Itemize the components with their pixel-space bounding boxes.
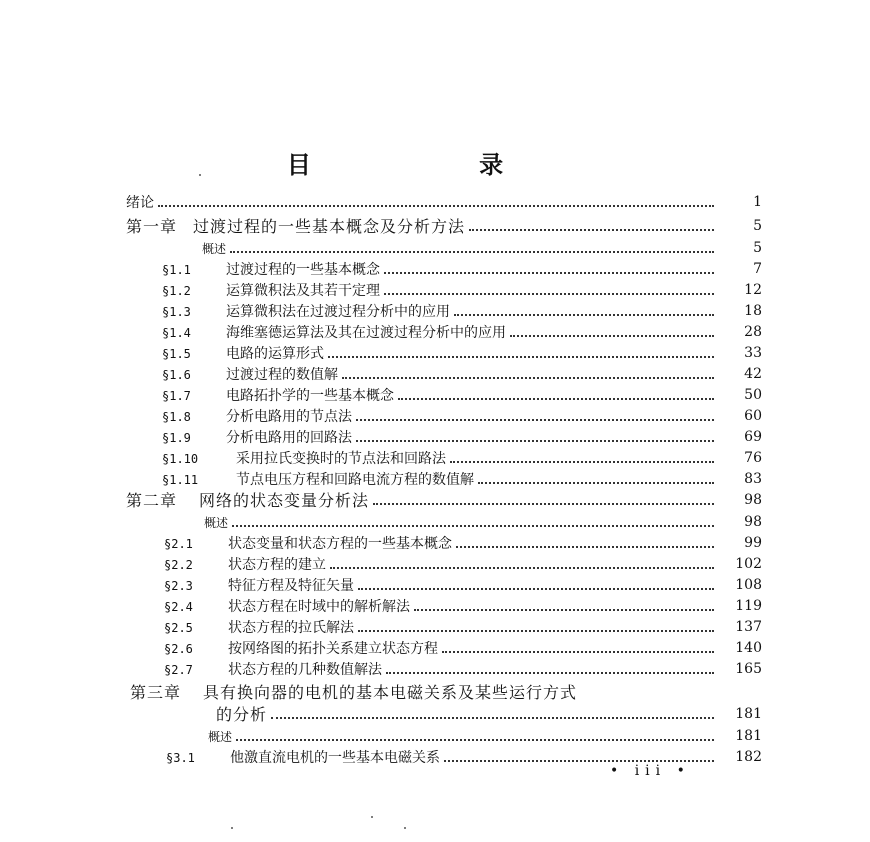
- section-number: §1.7: [162, 389, 191, 403]
- section-title: 过渡过程的一些基本概念: [226, 262, 380, 278]
- section-title: 分析电路用的回路法: [226, 430, 352, 446]
- section-number: §2.6: [164, 642, 193, 656]
- chapter-number: 第二章: [126, 491, 178, 510]
- toc-page-number: 1: [753, 194, 762, 210]
- section-title: 特征方程及特征矢量: [228, 578, 354, 594]
- section-number: §1.1: [162, 263, 191, 277]
- section-number: §1.2: [162, 284, 191, 298]
- toc-page-number: 7: [753, 261, 762, 277]
- page-title: 目 录: [286, 150, 584, 179]
- toc-page-number: 50: [744, 387, 762, 403]
- section-number: §1.11: [162, 473, 199, 487]
- section-number: §1.3: [162, 305, 191, 319]
- toc-page-number: 140: [735, 640, 762, 656]
- section-number: §2.2: [164, 558, 193, 572]
- section-number: §1.5: [162, 347, 191, 361]
- toc-page-number: 28: [744, 324, 762, 340]
- section-title: 状态方程的几种数值解法: [228, 662, 382, 678]
- section-title: 分析电路用的节点法: [226, 409, 352, 425]
- toc-entry-title: 概述: [204, 516, 229, 530]
- toc-page-number: 102: [735, 556, 762, 572]
- section-title: 节点电压方程和回路电流方程的数值解: [236, 472, 474, 488]
- toc-page-number: 182: [735, 749, 762, 765]
- toc-page-number: 60: [744, 408, 762, 424]
- chapter-number: 第一章: [126, 217, 178, 236]
- toc-page-number: 69: [744, 429, 762, 445]
- section-number: §2.7: [164, 663, 193, 677]
- section-number: §2.1: [164, 537, 193, 551]
- section-number: §3.1: [166, 751, 195, 765]
- toc-page-number: 83: [744, 471, 762, 487]
- section-title: 他激直流电机的一些基本电磁关系: [230, 750, 440, 766]
- chapter-title: 网络的状态变量分析法: [199, 491, 370, 510]
- chapter-title: 具有换向器的电机的基本电磁关系及某些运行方式: [203, 683, 578, 702]
- toc-entry-title: 绪论: [126, 195, 154, 211]
- toc-page-number: 33: [744, 345, 762, 361]
- toc-page-number: 12: [744, 282, 762, 298]
- section-title: 状态方程在时域中的解析解法: [228, 599, 410, 615]
- toc-page-number: 18: [744, 303, 762, 319]
- section-number: §1.9: [162, 431, 191, 445]
- section-number: §2.3: [164, 579, 193, 593]
- toc-page-number: 119: [735, 598, 762, 614]
- section-title: 电路拓扑学的一些基本概念: [226, 388, 394, 404]
- section-number: §1.8: [162, 410, 191, 424]
- section-title: 运算微积法在过渡过程分析中的应用: [226, 304, 450, 320]
- section-title: 过渡过程的数值解: [226, 367, 338, 383]
- toc-page-number: 76: [744, 450, 762, 466]
- section-title: 按网络图的拓扑关系建立状态方程: [228, 641, 438, 657]
- section-title: 状态变量和状态方程的一些基本概念: [228, 536, 452, 552]
- section-title: 电路的运算形式: [226, 346, 324, 362]
- toc-page-number: 165: [735, 661, 762, 677]
- toc-page-number: 181: [735, 706, 762, 722]
- section-title: 状态方程的建立: [228, 557, 326, 573]
- toc-page-number: 181: [735, 728, 762, 744]
- section-number: §1.4: [162, 326, 191, 340]
- section-number: §2.4: [164, 600, 193, 614]
- toc-page-number: 42: [744, 366, 762, 382]
- section-number: §1.6: [162, 368, 191, 382]
- page-footer: • iii •: [610, 763, 691, 779]
- toc-page-number: 137: [735, 619, 762, 635]
- toc-entry-title: 概述: [202, 242, 227, 256]
- toc-page-number: 99: [744, 535, 762, 551]
- toc-page-number: 108: [735, 577, 762, 593]
- section-title: 状态方程的拉氏解法: [228, 620, 354, 636]
- section-title: 采用拉氏变换时的节点法和回路法: [236, 451, 446, 467]
- section-number: §2.5: [164, 621, 193, 635]
- toc-page-number: 98: [744, 492, 762, 508]
- toc-page-number: 98: [744, 514, 762, 530]
- section-title: 海维塞德运算法及其在过渡过程分析中的应用: [226, 325, 506, 341]
- chapter-number: 第三章: [130, 683, 182, 702]
- section-number: §1.10: [162, 452, 199, 466]
- toc-entry-title: 概述: [208, 730, 233, 744]
- section-title: 运算微积法及其若干定理: [226, 283, 380, 299]
- toc-page-number: 5: [753, 240, 762, 256]
- chapter-title: 过渡过程的一些基本概念及分析方法: [193, 217, 466, 236]
- toc-page-number: 5: [753, 218, 762, 234]
- chapter-title-continued: 的分析: [216, 705, 268, 724]
